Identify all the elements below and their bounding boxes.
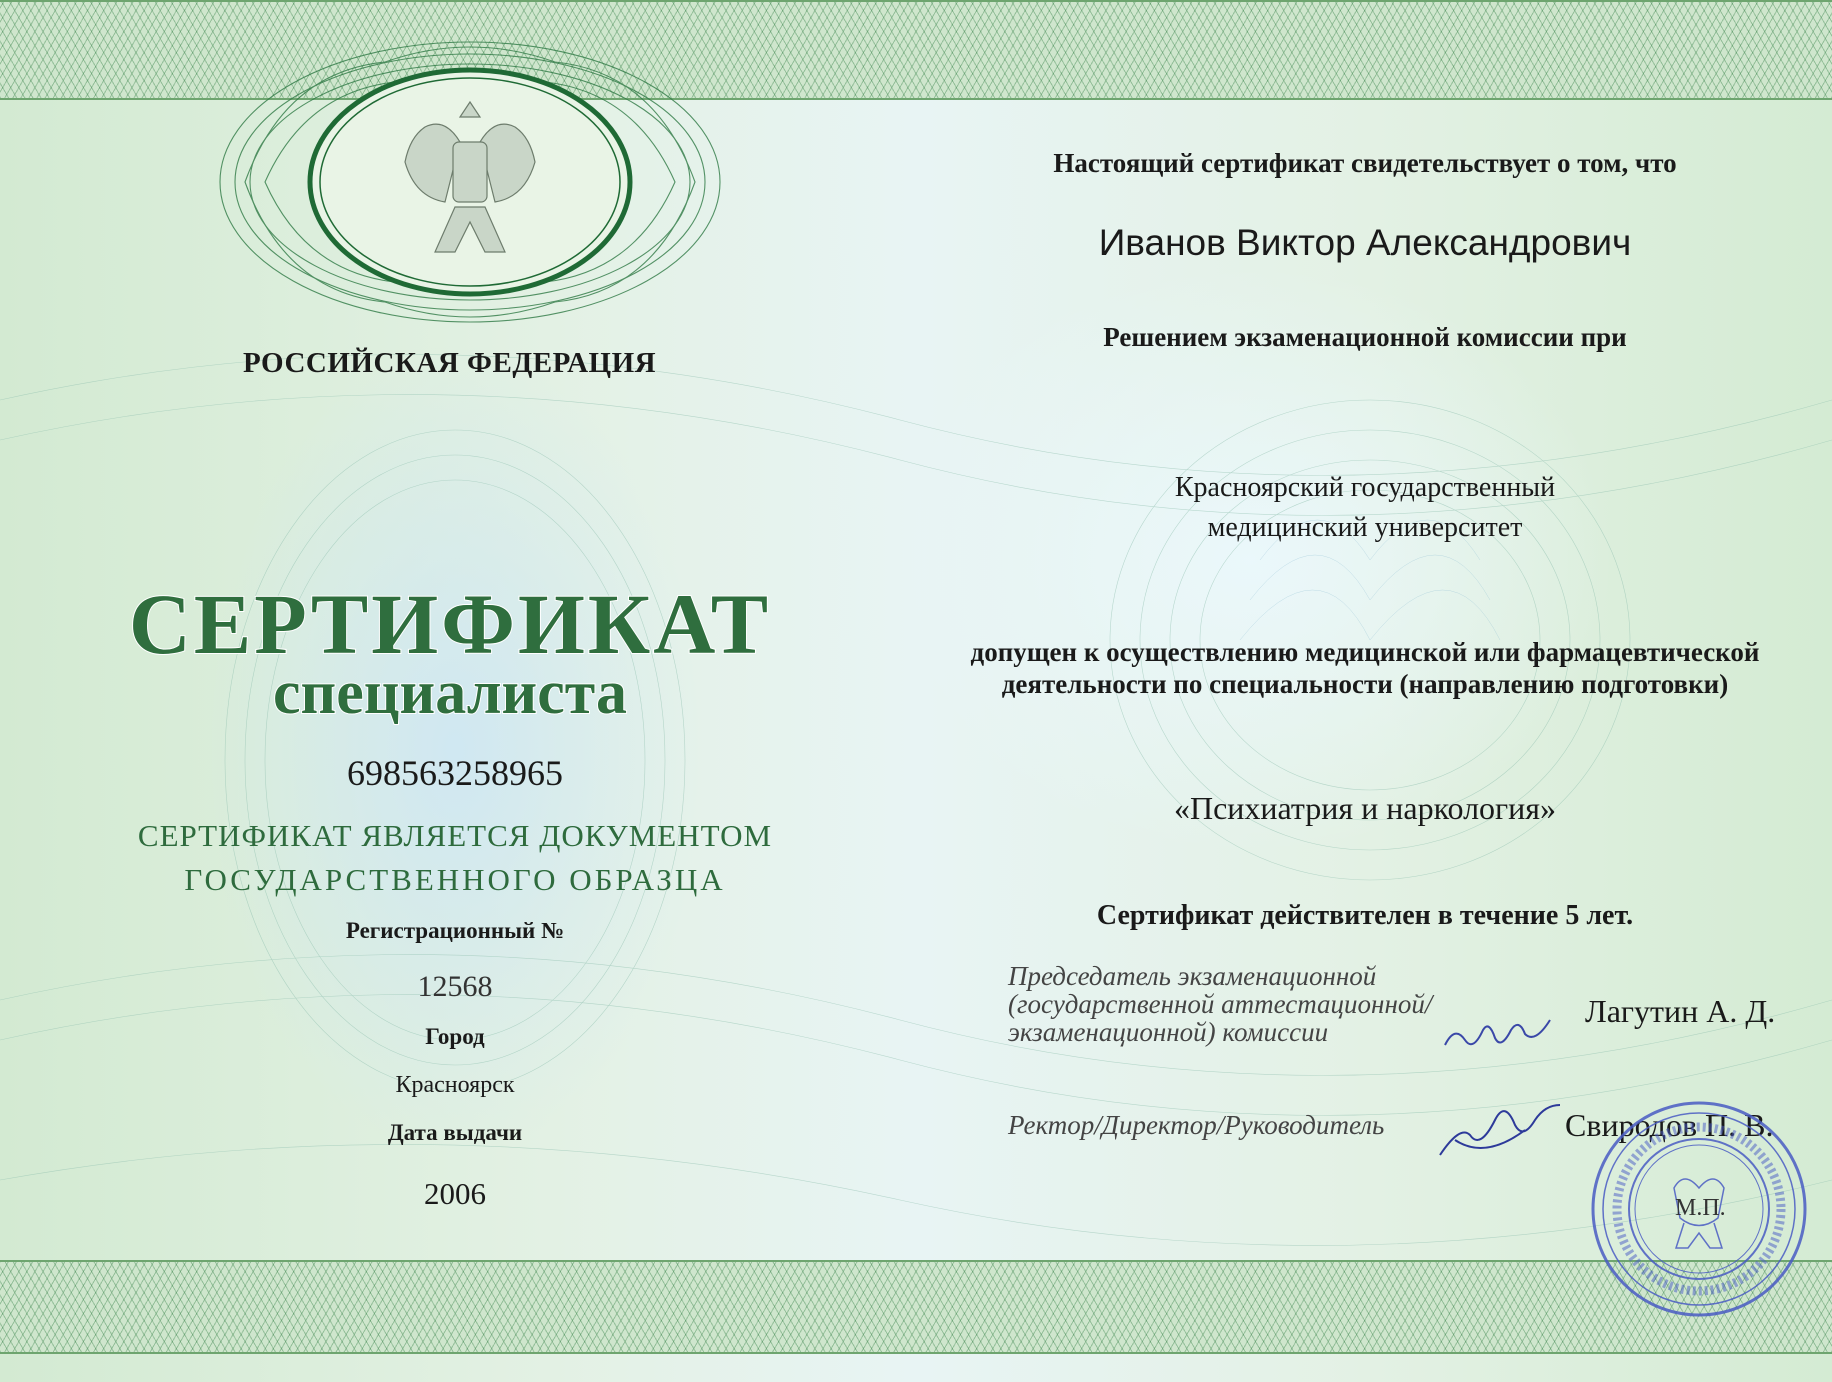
admission-text: допущен к осуществлению медицинской или фармацевтической деятельности по специальности (направлению подготовки) — [970, 637, 1760, 699]
registration-number: 12568 — [417, 970, 493, 1003]
holder-name: Иванов Виктор Александрович — [1098, 222, 1632, 263]
rector-role: Ректор/Директор/Руководитель — [1008, 1110, 1385, 1140]
certificate-title — [110, 575, 790, 725]
decision-text: Решением экзаменационной комиссии при — [1103, 322, 1627, 352]
rector-name: Свиродов П. В. — [1565, 1107, 1774, 1143]
bottom-guilloche-band — [0, 1260, 1832, 1354]
stamp-place-mark: М.П. — [1675, 1195, 1726, 1221]
gov-document-line2: ГОСУДАРСТВЕННОГО ОБРАЗЦА — [184, 862, 726, 897]
validity-text: Сертификат действителен в течение 5 лет. — [1096, 900, 1634, 931]
commission-chair-role: Председатель экзаменационной (государственной аттестационной/ экзаменационной) комиссии — [1008, 961, 1433, 1047]
chair-signature — [1440, 1010, 1560, 1060]
commission-chair-name: Лагутин А. Д. — [1585, 993, 1776, 1029]
intro-text: Настоящий сертификат свидетельствует о том, что — [1053, 148, 1677, 178]
specialty-name: «Психиатрия и наркология» — [1173, 790, 1557, 826]
issue-date-value: 2006 — [424, 1176, 486, 1211]
organization-line1: Красноярский государственный — [1174, 472, 1556, 503]
issue-date-label: Дата выдачи — [387, 1120, 523, 1145]
city-label: Город — [425, 1024, 485, 1049]
certificate-number: 698563258965 — [347, 753, 563, 793]
organization-line2: медицинский университет — [1207, 512, 1523, 543]
registration-label: Регистрационный № — [345, 918, 565, 943]
rector-signature — [1435, 1100, 1565, 1170]
country-heading: РОССИЙСКАЯ ФЕДЕРАЦИЯ — [243, 347, 657, 379]
state-emblem-rosette — [205, 32, 735, 332]
city-value: Красноярск — [395, 1072, 515, 1098]
title-line-specialist: специалиста — [273, 659, 627, 725]
title-line-certificate: СЕРТИФИКАТ — [128, 576, 772, 672]
gov-document-line1: СЕРТИФИКАТ ЯВЛЯЕТСЯ ДОКУМЕНТОМ — [137, 818, 773, 853]
